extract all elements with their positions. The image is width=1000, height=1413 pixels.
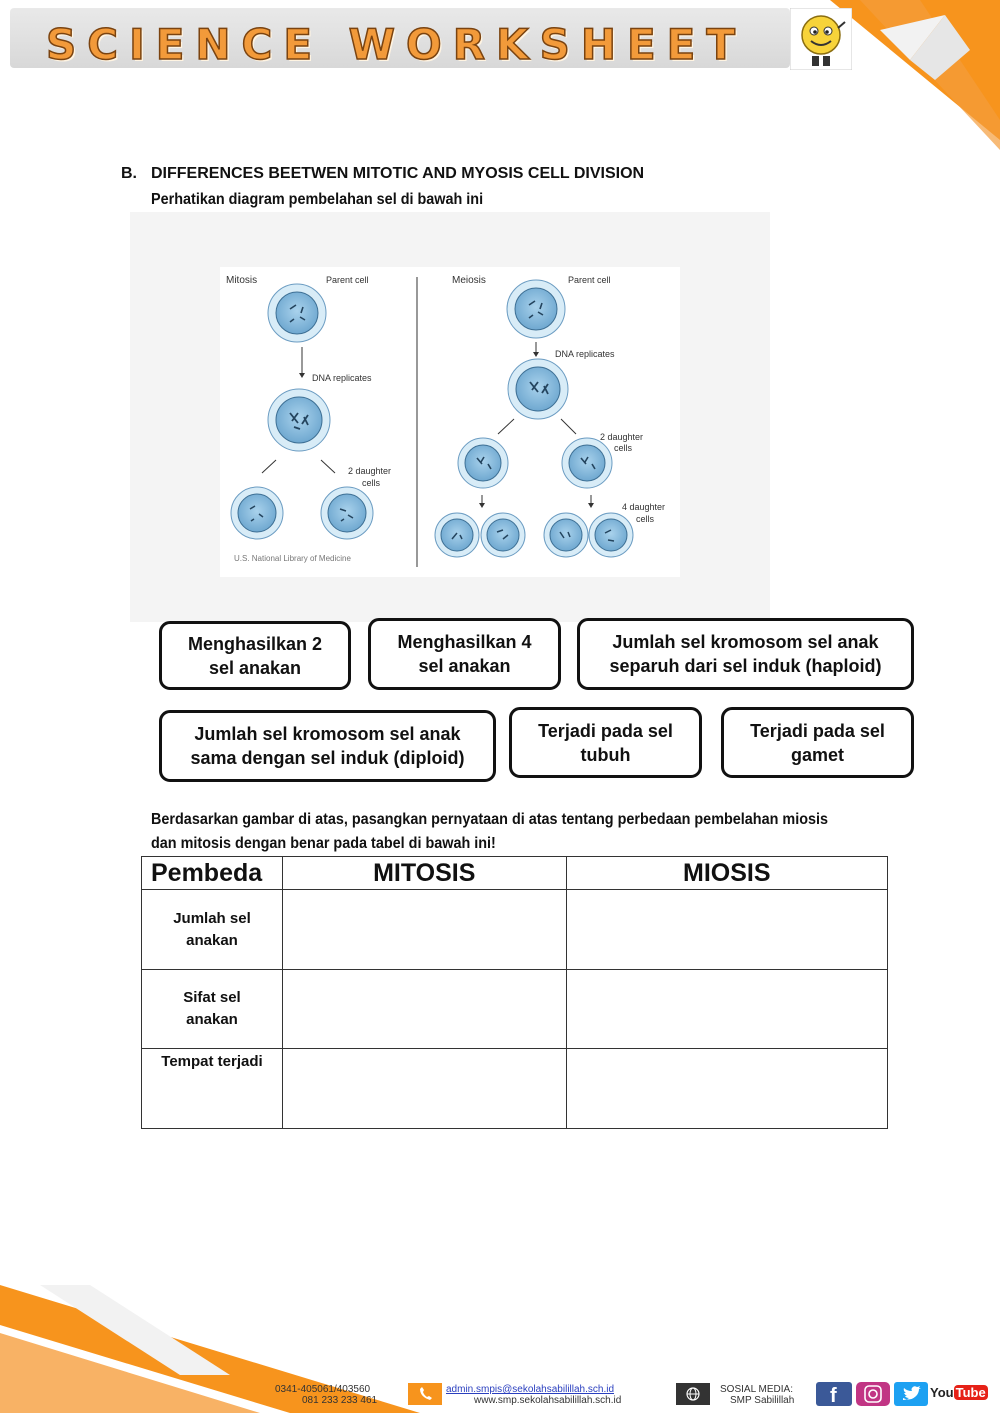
card-text-line1: Menghasilkan 4	[397, 632, 532, 652]
drop-zone-mitosis-tempat[interactable]	[282, 1049, 566, 1129]
card-text-line1: Jumlah sel kromosom sel anak	[612, 632, 879, 652]
row-label-jumlah-sel: Jumlah sel anakan	[142, 890, 283, 970]
twitter-icon[interactable]	[894, 1382, 928, 1406]
card-text-line2: sel anakan	[418, 656, 511, 676]
meiosis-daughter-cell-3	[544, 513, 588, 557]
card-text-line1: Terjadi pada sel	[750, 720, 885, 741]
meiosis-intermediate-cell-1	[458, 438, 508, 488]
question-line1: Berdasarkan gambar di atas, pasangkan pernyataan di atas tentang perbedaan pembelahan miosis	[151, 811, 829, 828]
section-label: B.	[121, 165, 137, 182]
mitosis-dna-label: DNA replicates	[312, 373, 372, 383]
row-label-tempat-terjadi: Tempat terjadi	[142, 1049, 283, 1129]
meiosis-2daughter-label-2: cells	[614, 443, 633, 453]
mitosis-parent-cell	[268, 284, 326, 342]
statement-card-body-cells[interactable]	[509, 707, 702, 778]
meiosis-4daughter-label-1: 4 daughter	[622, 502, 666, 512]
title-banner	[10, 8, 790, 68]
mitosis-daughter-cell-1	[231, 487, 283, 539]
footer-social-label: SOSIAL MEDIA:	[720, 1384, 793, 1395]
svg-text:f: f	[830, 1385, 837, 1406]
drop-zone-miosis-tempat[interactable]	[566, 1049, 887, 1129]
youtube-icon[interactable]: You Tube	[930, 1385, 986, 1400]
table-row	[142, 1049, 888, 1129]
header-pembeda: Pembeda	[142, 857, 283, 890]
mitosis-daughter-label-2: cells	[362, 478, 381, 488]
statement-card-4-daughter[interactable]	[368, 618, 561, 690]
table-row	[142, 970, 888, 1049]
drop-zone-mitosis-sifat[interactable]	[282, 970, 566, 1049]
cell-division-diagram	[130, 212, 770, 622]
question-line2: dan mitosis dengan benar pada tabel di bawah ini!	[151, 835, 496, 852]
smiley-mascot-icon	[790, 8, 852, 70]
section-title: DIFFERENCES BEETWEN MITOTIC AND MYOSIS CELL DIVISION	[151, 165, 645, 182]
drop-zone-miosis-sifat[interactable]	[566, 970, 887, 1049]
footer-website[interactable]: www.smp.sekolahsabilillah.sch.id	[474, 1395, 622, 1406]
card-text-line2: gamet	[790, 744, 844, 765]
statement-card-haploid[interactable]	[577, 618, 914, 690]
page-title: SCIENCE WORKSHEET	[46, 20, 747, 69]
meiosis-4daughter-label-2: cells	[636, 514, 655, 524]
meiosis-intermediate-cell-2	[562, 438, 612, 488]
globe-icon	[676, 1383, 710, 1405]
meiosis-dna-label: DNA replicates	[555, 349, 615, 359]
footer-social-name: SMP Sabilillah	[730, 1395, 795, 1406]
row-label-sifat-sel: Sifat sel anakan	[142, 970, 283, 1049]
drop-zone-mitosis-jumlah[interactable]	[282, 890, 566, 970]
meiosis-2daughter-label-1: 2 daughter	[600, 432, 644, 442]
meiosis-parent-cell-label: Parent cell	[568, 275, 611, 285]
instagram-icon[interactable]	[856, 1382, 890, 1406]
header-miosis: MIOSIS	[566, 857, 887, 890]
header-mitosis: MITOSIS	[282, 857, 566, 890]
card-text-line1: Terjadi pada sel	[538, 720, 673, 741]
instruction-text: Perhatikan diagram pembelahan sel di bawah ini	[151, 191, 484, 208]
diagram-credit: U.S. National Library of Medicine	[234, 554, 351, 563]
statement-card-diploid[interactable]	[159, 710, 496, 782]
section-heading	[121, 165, 644, 183]
meiosis-daughter-cell-4	[589, 513, 633, 557]
meiosis-parent-cell	[507, 280, 565, 338]
card-text-line2: sama dengan sel induk (diploid)	[190, 748, 465, 768]
facebook-icon[interactable]	[816, 1382, 852, 1406]
drop-zone-miosis-jumlah[interactable]	[566, 890, 887, 970]
meiosis-daughter-cell-2	[481, 513, 525, 557]
card-text-line1: Jumlah sel kromosom sel anak	[194, 724, 461, 744]
card-text-line2: sel anakan	[208, 657, 302, 678]
footer-email[interactable]: admin.smpis@sekolahsabilillah.sch.id	[446, 1384, 615, 1395]
mitosis-daughter-label-1: 2 daughter	[348, 466, 392, 476]
meiosis-replicated-cell	[508, 359, 568, 419]
mitosis-title: Mitosis	[226, 275, 258, 286]
card-text-line2: tubuh	[580, 744, 631, 765]
mitosis-daughter-cell-2	[321, 487, 373, 539]
statement-card-2-daughter[interactable]	[159, 621, 351, 690]
table-header-row	[142, 857, 888, 890]
mitosis-replicated-cell	[268, 389, 330, 451]
footer-phone-2: 081 233 233 461	[302, 1395, 378, 1406]
card-text-line2: separuh dari sel induk (haploid)	[609, 656, 882, 676]
mitosis-parent-cell-label: Parent cell	[326, 275, 369, 285]
card-text-line1: Menghasilkan 2	[187, 633, 323, 654]
question-text	[151, 808, 835, 856]
table-row	[142, 890, 888, 970]
phone-icon	[408, 1383, 442, 1405]
statement-card-gamete-cells[interactable]	[721, 707, 914, 778]
footer-phone-1: 0341-405061/403560	[275, 1384, 371, 1395]
matching-table	[141, 856, 888, 1129]
meiosis-title: Meiosis	[452, 275, 486, 286]
meiosis-daughter-cell-1	[435, 513, 479, 557]
